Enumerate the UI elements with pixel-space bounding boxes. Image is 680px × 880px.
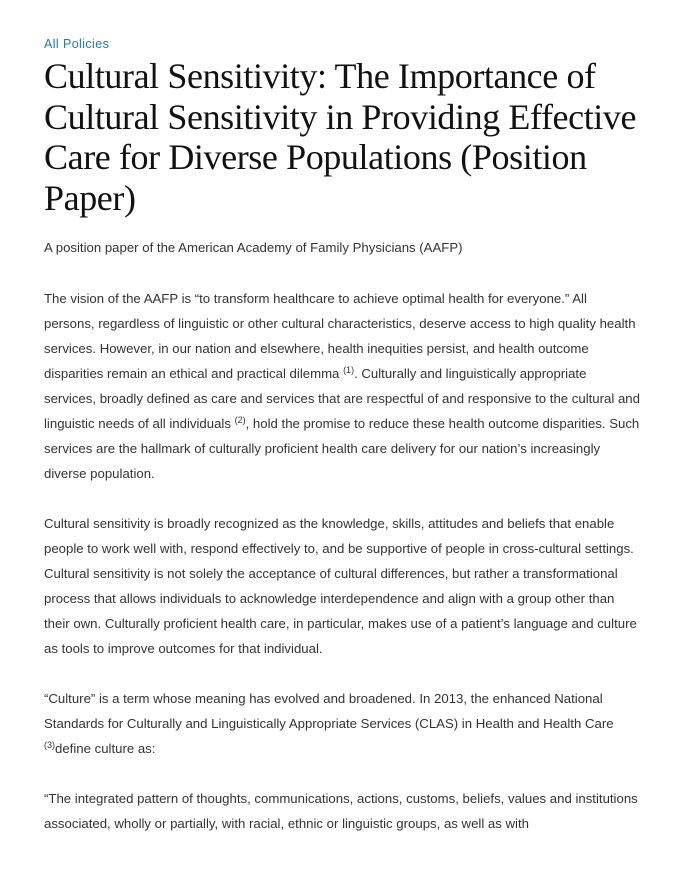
- paragraph-culture-quote: “The integrated pattern of thoughts, communications, actions, customs, beliefs, values and institutions associated, wholly or partially, with racial, ethnic or linguistic groups, as well as with: [44, 790, 638, 831]
- page-title: Cultural Sensitivity: The Importance of Cultural Sensitivity in Providing Effective Care for Diverse Populations (Position Paper): [44, 56, 637, 218]
- breadcrumb-all-policies-link[interactable]: All Policies: [44, 37, 110, 51]
- paragraph-text: , hold the promise to reduce these health outcome disparities. Such services are the hallmark of culturally proficient health care delivery for our nation’s increasingly diverse population.: [44, 415, 640, 481]
- reference-1-superscript[interactable]: (1): [343, 364, 355, 375]
- paragraph-culture-definition: [44, 686, 640, 761]
- paragraph-text: “Culture” is a term whose meaning has evolved and broadened. In 2013, the enhanced National Standards for Culturally and Linguistically Appropriate Services (CLAS) in Health and Health Care: [44, 690, 614, 731]
- reference-2-superscript[interactable]: (2): [234, 414, 246, 425]
- paragraph-text: define culture as:: [55, 740, 156, 756]
- paragraph-cultural-sensitivity: Cultural sensitivity is broadly recognized as the knowledge, skills, attitudes and beliefs that enable people to work well with, respond effectively to, and be supportive of people in cross-cultural settings. Cultural sensitivity is not solely the acceptance of cultural differences, but rather a transformational process that allows individuals to acknowledge interdependence and align with a group other than their own. Culturally proficient health care, in particular, makes use of a patient’s language and culture as tools to improve outcomes for that individual.: [44, 515, 637, 656]
- paragraph-text: The vision of the AAFP is “to transform healthcare to achieve optimal health for everyone.” All persons, regardless of linguistic or other cultural characteristics, deserve access to high quality health services. However, in our nation and elsewhere, health inequities persist, and health outcome disparities remain an ethical and practical dilemma: [44, 290, 636, 381]
- page-subtitle: A position paper of the American Academy of Family Physicians (AAFP): [44, 240, 463, 255]
- paragraph-text: . Culturally and linguistically appropriate services, broadly defined as care and services that are respectful of and responsive to the cultural and linguistic needs of all individuals: [44, 365, 640, 431]
- reference-3-superscript[interactable]: (3): [44, 739, 55, 750]
- paragraph-vision: [44, 286, 640, 486]
